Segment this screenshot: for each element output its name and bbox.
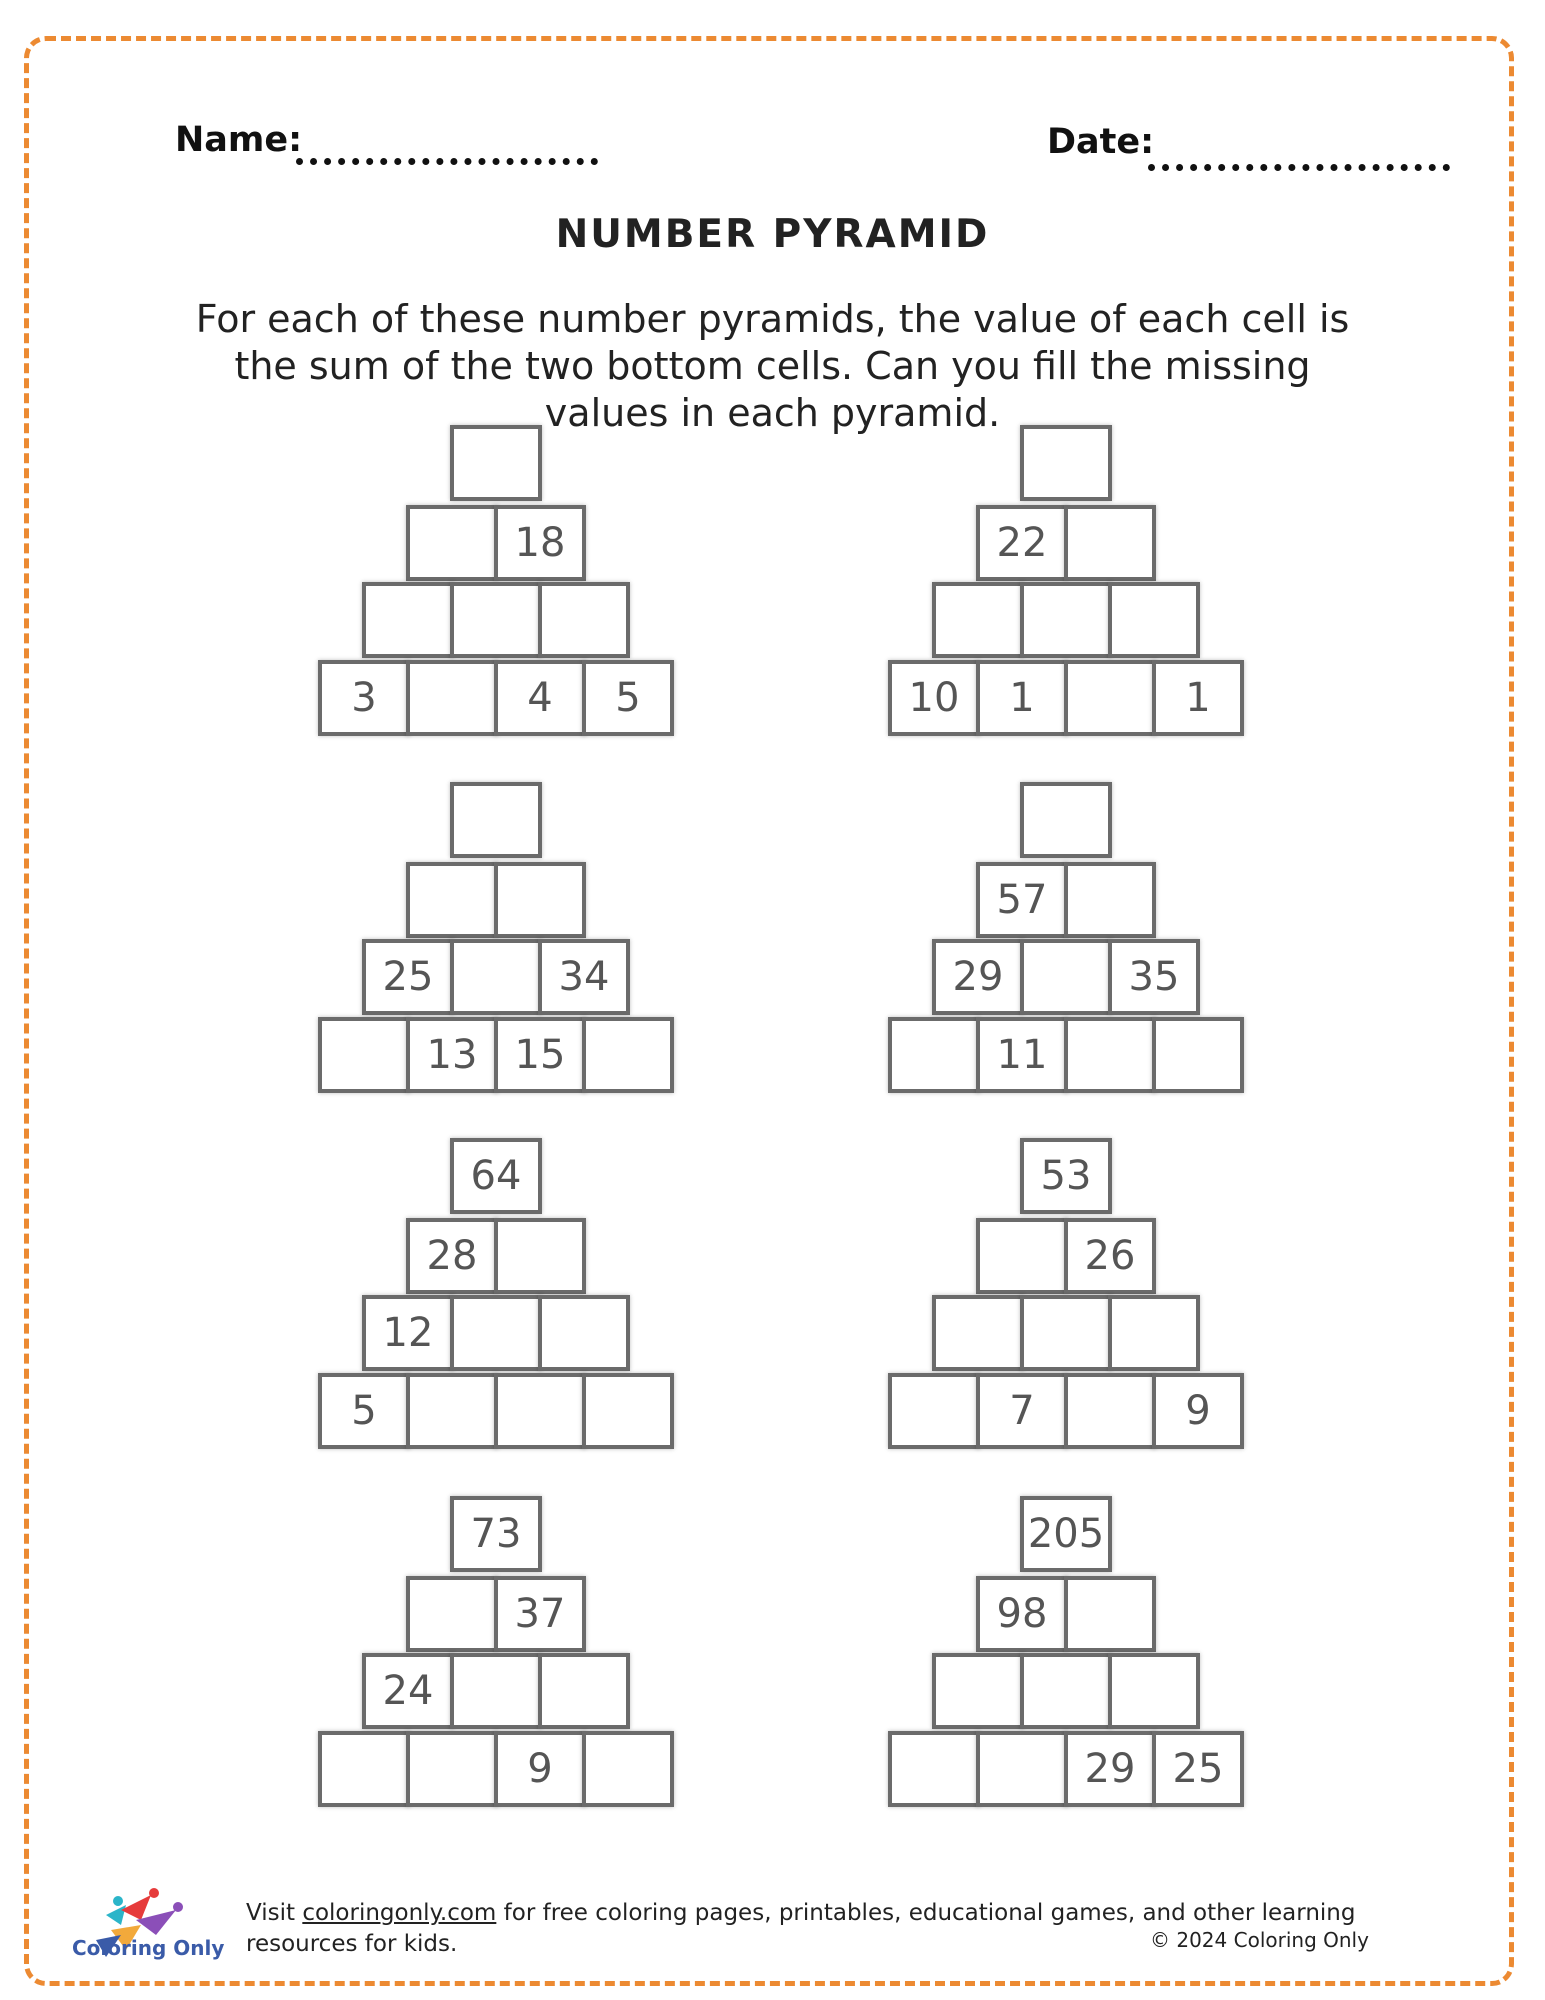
pyramid-number-cell: 64: [450, 1138, 542, 1214]
pyramid-empty-cell[interactable]: [406, 660, 498, 736]
pyramid-empty-cell[interactable]: [318, 1731, 410, 1807]
pyramid-number-cell: 3: [318, 660, 410, 736]
pyramid-empty-cell[interactable]: [1152, 1017, 1244, 1093]
pyramid-empty-cell[interactable]: [976, 1218, 1068, 1294]
pyramid-empty-cell[interactable]: [888, 1373, 980, 1449]
pyramid-empty-cell[interactable]: [318, 1017, 410, 1093]
number-pyramid: [318, 782, 678, 1112]
pyramid-empty-cell[interactable]: [406, 862, 498, 938]
pyramid-empty-cell[interactable]: [932, 1653, 1024, 1729]
page-title: NUMBER PYRAMID: [555, 212, 990, 257]
pyramid-number-cell: 15: [494, 1017, 586, 1093]
pyramid-number-cell: 35: [1108, 939, 1200, 1015]
name-label: Name:: [175, 120, 303, 160]
pyramid-empty-cell[interactable]: [582, 1017, 674, 1093]
pyramid-empty-cell[interactable]: [1064, 1017, 1156, 1093]
pyramid-number-cell: 1: [1152, 660, 1244, 736]
pyramid-empty-cell[interactable]: [450, 939, 542, 1015]
pyramid-number-cell: 28: [406, 1218, 498, 1294]
pyramid-empty-cell[interactable]: [1020, 582, 1112, 658]
pyramid-empty-cell[interactable]: [406, 1373, 498, 1449]
pyramid-empty-cell[interactable]: [450, 582, 542, 658]
number-pyramid: [318, 425, 678, 755]
pyramid-empty-cell[interactable]: [932, 582, 1024, 658]
footer-visit: Visit: [246, 1900, 303, 1926]
pyramid-number-cell: 11: [976, 1017, 1068, 1093]
pyramid-empty-cell[interactable]: [1108, 1295, 1200, 1371]
footer-rest: for free coloring pages, printables, educational games, and other learning resources for kids.: [246, 1900, 1356, 1957]
footer-link[interactable]: coloringonly.com: [302, 1900, 497, 1926]
pyramid-number-cell: 1: [976, 660, 1068, 736]
pyramid-number-cell: 24: [362, 1653, 454, 1729]
number-pyramid: [318, 1138, 678, 1468]
pyramid-empty-cell[interactable]: [1020, 1653, 1112, 1729]
pyramid-number-cell: 5: [582, 660, 674, 736]
pyramid-number-cell: 12: [362, 1295, 454, 1371]
pyramid-empty-cell[interactable]: [582, 1731, 674, 1807]
number-pyramid: [888, 425, 1248, 755]
pyramid-empty-cell[interactable]: [494, 1218, 586, 1294]
copyright: © 2024 Coloring Only: [1150, 1928, 1369, 1952]
pyramid-empty-cell[interactable]: [1020, 1295, 1112, 1371]
pyramid-number-cell: 9: [494, 1731, 586, 1807]
pyramid-number-cell: 29: [1064, 1731, 1156, 1807]
pyramid-number-cell: 37: [494, 1576, 586, 1652]
pyramid-number-cell: 9: [1152, 1373, 1244, 1449]
pyramid-number-cell: 25: [1152, 1731, 1244, 1807]
pyramid-number-cell: 18: [494, 505, 586, 581]
number-pyramid: [318, 1496, 678, 1826]
pyramid-empty-cell[interactable]: [1108, 1653, 1200, 1729]
instructions: For each of these number pyramids, the value of each cell is the sum of the two bottom cells. Can you fill the missing values in each pyramid.: [195, 297, 1350, 435]
pyramid-empty-cell[interactable]: [1108, 582, 1200, 658]
pyramid-empty-cell[interactable]: [932, 1295, 1024, 1371]
name-blank-line[interactable]: [296, 158, 598, 165]
pyramid-number-cell: 26: [1064, 1218, 1156, 1294]
pyramid-number-cell: 57: [976, 862, 1068, 938]
pyramid-empty-cell[interactable]: [1064, 862, 1156, 938]
number-pyramid: [888, 782, 1248, 1112]
pyramid-empty-cell[interactable]: [494, 862, 586, 938]
pyramid-number-cell: 5: [318, 1373, 410, 1449]
pyramid-empty-cell[interactable]: [1064, 1576, 1156, 1652]
pyramid-number-cell: 22: [976, 505, 1068, 581]
pyramid-empty-cell[interactable]: [494, 1373, 586, 1449]
pyramid-empty-cell[interactable]: [450, 425, 542, 501]
pyramid-number-cell: 25: [362, 939, 454, 1015]
pyramid-empty-cell[interactable]: [406, 1576, 498, 1652]
pyramid-empty-cell[interactable]: [1020, 939, 1112, 1015]
pyramid-empty-cell[interactable]: [1064, 1373, 1156, 1449]
pyramid-empty-cell[interactable]: [450, 1653, 542, 1729]
pyramid-number-cell: 29: [932, 939, 1024, 1015]
pyramid-empty-cell[interactable]: [450, 1295, 542, 1371]
pyramid-empty-cell[interactable]: [450, 782, 542, 858]
pyramid-empty-cell[interactable]: [538, 1295, 630, 1371]
pyramid-empty-cell[interactable]: [362, 582, 454, 658]
date-blank-line[interactable]: [1148, 164, 1450, 171]
pyramid-number-cell: 7: [976, 1373, 1068, 1449]
pyramid-empty-cell[interactable]: [888, 1017, 980, 1093]
pyramid-empty-cell[interactable]: [406, 505, 498, 581]
pyramid-number-cell: 13: [406, 1017, 498, 1093]
pyramid-number-cell: 4: [494, 660, 586, 736]
pyramid-empty-cell[interactable]: [538, 582, 630, 658]
number-pyramid: [888, 1138, 1248, 1468]
pyramid-empty-cell[interactable]: [1064, 660, 1156, 736]
pyramid-empty-cell[interactable]: [1064, 505, 1156, 581]
pyramid-empty-cell[interactable]: [888, 1731, 980, 1807]
pyramid-number-cell: 205: [1020, 1496, 1112, 1572]
date-label: Date:: [1047, 122, 1155, 162]
pyramid-empty-cell[interactable]: [1020, 782, 1112, 858]
pyramid-number-cell: 73: [450, 1496, 542, 1572]
pyramid-empty-cell[interactable]: [406, 1731, 498, 1807]
pyramid-number-cell: 53: [1020, 1138, 1112, 1214]
pyramid-empty-cell[interactable]: [538, 1653, 630, 1729]
pyramid-number-cell: 34: [538, 939, 630, 1015]
pyramid-empty-cell[interactable]: [976, 1731, 1068, 1807]
pyramid-empty-cell[interactable]: [1020, 425, 1112, 501]
logo-text: Coloring Only: [72, 1936, 225, 1960]
number-pyramid: [888, 1496, 1248, 1826]
pyramid-number-cell: 10: [888, 660, 980, 736]
pyramid-empty-cell[interactable]: [582, 1373, 674, 1449]
pyramid-number-cell: 98: [976, 1576, 1068, 1652]
